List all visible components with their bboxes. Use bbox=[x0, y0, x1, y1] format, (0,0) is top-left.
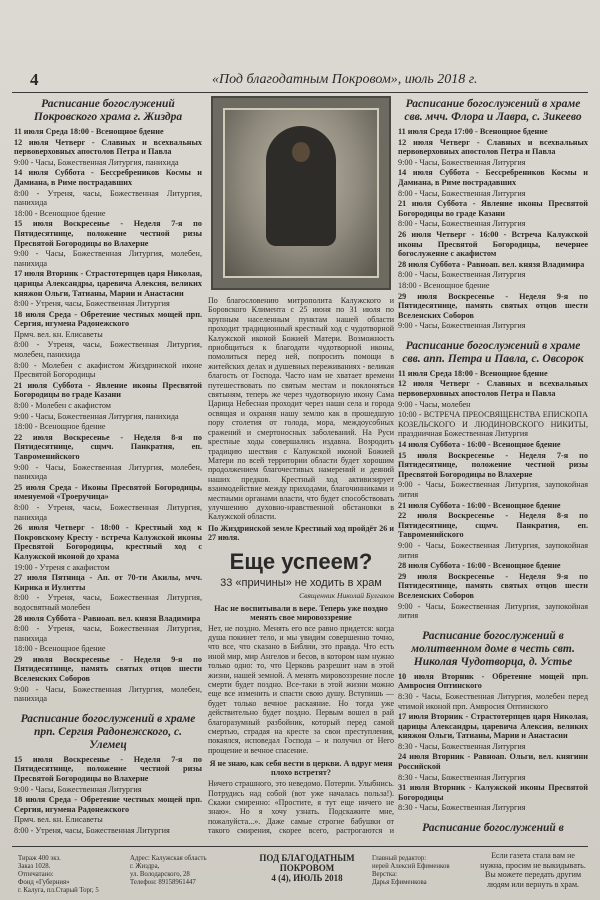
schedule-entry: 21 июля Суббота - Явление иконы Пресвятой Богородицы во граде Казани bbox=[14, 380, 202, 400]
schedule-entry: 9:00 - Часы, Божественная Литургия, панихида bbox=[14, 411, 179, 421]
schedule-entry: 26 июля Четверг - 18:00 - Крестный ход к Покровскому Кресту - встреча Калужской иконы Пресвятой Богородицы, крестный ход с Калужской иконой до храма bbox=[14, 523, 202, 561]
schedule-entry: 8:00 - Утреня, часы, Божественная Литургия bbox=[14, 826, 170, 835]
schedule-entry: 8:00 - Утреня, часы, Божественная Литургия, панихида bbox=[14, 624, 202, 643]
article-title: Еще успеем? bbox=[229, 548, 373, 574]
footer-print-info: Тираж 400 экз. Заказ 1028. Отпечатано: Фонд «Губерния» г. Калуга, пл.Старый Торг, 5 bbox=[18, 855, 99, 894]
schedule-entry: 8:30 - Часы, Божественная Литургия, молебен перед чтимой иконой прп. Амвросия Оптинского bbox=[398, 691, 588, 711]
schedule-entry: 31 июля Вторник - Калужской иконы Пресвятой Богородицы bbox=[398, 783, 588, 802]
schedule-entry: 9:00 - Часы, молебен bbox=[398, 399, 471, 409]
page-footer bbox=[12, 846, 588, 900]
schedule-entry: 18:00 - Всенощное бдение bbox=[14, 208, 106, 218]
schedule-zhizdra bbox=[14, 127, 202, 704]
section-title-ovsorok: Расписание богослужений в храме свв. апп. Петра и Павла, с. Овсорок bbox=[402, 339, 584, 365]
schedule-entry: 29 июля Воскресенье - Неделя 9-я по Пятидесятнице, память святых отцов шести Вселенских Соборов bbox=[14, 654, 202, 684]
schedule-entry: 8:00 - Часы, Божественная Литургия bbox=[398, 188, 526, 198]
schedule-entry: 18:00 - Всенощное бдение bbox=[14, 422, 106, 432]
schedule-entry: 17 июля Вторник - Страстотерпцев царя Николая, царицы Александры, царевича Алексия, великих княжон Ольги, Татианы, Марии и Анастасии bbox=[398, 712, 588, 741]
schedule-entry: 29 июля Воскресенье - Неделя 9-я по Пятидесятнице, память святых отцов шести Вселенских Соборов bbox=[398, 291, 588, 320]
schedule-entry: 8:00 - Часы, Божественная Литургия bbox=[398, 270, 526, 280]
middle-column bbox=[208, 96, 394, 836]
schedule-entry: 12 июля Четверг - Славных и всехвальных первоверховных апостолов Петра и Павла bbox=[14, 137, 202, 157]
schedule-entry: 21 июля Суббота - Явление иконы Пресвятой Богородицы во граде Казани bbox=[398, 199, 588, 218]
schedule-entry: 27 июля Пятница - Ап. от 70-ти Акилы, мчч. Кирика и Иулитты bbox=[14, 573, 202, 592]
schedule-entry: 8:00 - Молебен с акафистом Жиздринской иконе Пресвятой Богородицы bbox=[14, 360, 202, 380]
schedule-entry: 11 июля Среда 18:00 - Всенощное бдение bbox=[398, 368, 548, 378]
article-lead: Нас не воспитывали в вере. Теперь уже поздно менять свое мировоззрение bbox=[214, 603, 388, 622]
schedule-entry: Прмч. вел. кн. Елисаветы bbox=[14, 329, 103, 339]
schedule-entry: 26 июля Четверг - 16:00 - Встреча Калужской иконы Пресвятой Богородицы, вечернее богослужение с акафистом bbox=[398, 229, 588, 259]
schedule-entry: 10 июля Вторник - Обретение мощей прп. Амвросия Оптинского bbox=[398, 671, 588, 691]
footer-editors: Главный редактор: иерей Алексий Ефименков Верстка: Дарья Ефименкова bbox=[372, 855, 450, 886]
schedule-entry: 8:00 - Часы, Божественная Литургия bbox=[398, 219, 526, 229]
schedule-ulemets bbox=[14, 755, 202, 836]
schedule-entry: 9:00 - Часы, Божественная Литургия, заупокойная лития bbox=[398, 540, 588, 560]
schedule-entry: 14 июля Суббота - 16:00 - Всенощное бдение bbox=[398, 440, 561, 450]
article-body-2: Ничего страшного, это неведомо. Потерпи. Улыбнись. Потрудись над собой (вот уже началась польза!). Скажи смиренно: «Простите, я тут еще ничего не знаю». Но я хочу узнать. Подскажите мне, пожалуйста...». Даже самые строгие бабушки от такого смирения, скорее всего, растрогаются и bbox=[208, 779, 394, 836]
schedule-ovsorok bbox=[398, 369, 588, 621]
section-title-ulemets: Расписание богослужений в храме прп. Сергия Радонежского, с. Улемец bbox=[20, 712, 196, 751]
schedule-entry: 25 июля Среда - Иконы Пресвятой Богородицы, именуемой «Троеручица» bbox=[14, 482, 202, 502]
schedule-entry: 8:00 - Утреня, часы, Божественная Литургия bbox=[14, 299, 170, 309]
schedule-entry: 18 июля Среда - Обретение честных мощей прп. Сергия, игумена Радонежского bbox=[14, 309, 202, 329]
footer-address: Адрес: Калужская область г. Жиздра, ул. Володарского, 28 Телефон: 89158961447 bbox=[130, 855, 207, 886]
schedule-entry: 22 июля Воскресенье - Неделя 8-я по Пятидесятнице, сщмч. Панкратия, еп. Тавроменийского bbox=[398, 511, 588, 540]
schedule-entry: 15 июля Воскресенье - Неделя 7-я по Пятидесятнице, положение честной ризы Пресвятой Богородицы во Влахерне bbox=[398, 450, 588, 479]
footer-newspaper-name: ПОД БЛАГОДАТНЫМ ПОКРОВОМ 4 (4), ИЮЛЬ 2018 bbox=[259, 853, 355, 883]
schedule-entry: 15 июля Воскресенье - Неделя 7-я по Пятидесятнице, положение честной ризы Пресвятой Богородицы во Влахерне bbox=[14, 754, 202, 784]
right-column bbox=[398, 96, 588, 836]
article-subtitle: 33 «причины» не ходить в храм bbox=[220, 576, 382, 589]
article-author: Священник Николай Булгаков bbox=[299, 590, 394, 600]
schedule-entry: 21 июля Суббота - 16:00 - Всенощное бдение bbox=[398, 500, 561, 510]
schedule-entry: 8:30 - Часы, Божественная Литургия bbox=[398, 772, 526, 782]
page-number: 4 bbox=[30, 70, 39, 89]
schedule-entry: 9:00 - Часы, Божественная Литургия, заупокойная лития bbox=[398, 601, 588, 621]
schedule-entry: 24 июля Вторник - Равноап. Ольги, вел. княгини Российской bbox=[398, 752, 588, 772]
schedule-entry: 28 июля Суббота - 16:00 - Всенощное бдение bbox=[398, 561, 561, 571]
schedule-entry: 12 июля Четверг - Славных и всехвальных первоверховных апостолов Петра и Павла bbox=[398, 137, 588, 157]
schedule-entry: 8:00 - Утреня, часы, Божественная Литургия, водосвятный молебен bbox=[14, 593, 202, 612]
schedule-entry: 9:00 - Часы, Божественная Литургия bbox=[398, 321, 526, 331]
schedule-entry: 18:00 - Всенощное бдение bbox=[14, 644, 106, 654]
schedule-entry: 9:00 - Часы, Божественная Литургия, молебен, панихида bbox=[14, 249, 202, 268]
schedule-entry: 19:00 - Утреня с акафистом bbox=[14, 562, 110, 572]
section-title-ustye: Расписание богослужений в молитвенном доме в честь свт. Николая Чудотворца, д. Устье bbox=[411, 629, 575, 668]
schedule-entry: 28 июля Суббота - Равноап. вел. князя Владимира bbox=[398, 259, 585, 269]
schedule-entry: 9:00 - Часы, Божественная Литургия, заупокойная лития bbox=[398, 480, 588, 499]
section-title-ogor: Расписание богослужений в bbox=[422, 822, 564, 835]
schedule-entry: 17 июля Вторник - Страстотерпцев царя Николая, царицы Александры, царевича Алексия, великих княжон Ольги, Татианы, Марии и Анастасии bbox=[14, 269, 202, 298]
schedule-entry: 9:00 - Часы, Божественная Литургия bbox=[14, 784, 142, 794]
kaluga-icon-image bbox=[211, 96, 391, 290]
schedule-entry: 15 июля Воскресенье - Неделя 7-я по Пятидесятнице, положение честной ризы Пресвятой Богородицы во Влахерне bbox=[14, 219, 202, 248]
schedule-entry: 22 июля Воскресенье - Неделя 8-я по Пятидесятнице, сщмч. Панкратия, еп. Тавроменийского bbox=[14, 432, 202, 461]
schedule-entry: 8:30 - Часы, Божественная Литургия bbox=[398, 741, 526, 751]
schedule-entry: 10:00 - ВСТРЕЧА ПРЕОСВЯЩЕНСТВА ЕПИСКОПА КОЗЕЛЬСКОГО И ЛЮДИНОВСКОГО НИКИТЫ, праздничная Божественная Литургия bbox=[398, 410, 588, 439]
schedule-entry: 9:00 - Часы, Божественная Литургия, панихида bbox=[14, 157, 179, 167]
page-header bbox=[12, 70, 588, 93]
section-title-zikeevo: Расписание богослужений в храме свв. мчч. Флора и Лавра, с. Зикеево bbox=[404, 98, 582, 123]
schedule-entry: 9:00 - Часы, Божественная Литургия bbox=[398, 157, 526, 167]
procession-highlight: По Жиздринской земле Крестный ход пройдёт 26 и 27 июля. bbox=[208, 523, 394, 543]
schedule-entry: Прмч. вел. кн. Елисаветы bbox=[14, 815, 103, 825]
schedule-entry: 8:00 - Утреня, часы, Божественная Литургия, панихида bbox=[14, 502, 202, 522]
schedule-entry: 14 июля Суббота - Бессребреников Космы и Дамиана, в Риме пострадавших bbox=[14, 168, 202, 187]
schedule-entry: 8:00 - Утреня, часы, Божественная Литургия, молебен, панихида bbox=[14, 340, 202, 360]
schedule-entry: 8:30 - Часы, Божественная Литургия bbox=[398, 803, 526, 813]
schedule-entry: 18 июля Среда - Обретение честных мощей прп. Сергия, игумена Радонежского bbox=[14, 795, 202, 814]
article-inline-heading: Я не знаю, как себя вести в церкви. А вдруг меня плохо встретят? bbox=[209, 759, 393, 778]
schedule-entry: 11 июля Среда 18:00 - Всенощное бдение bbox=[14, 127, 164, 136]
procession-caption: По благословению митрополита Калужского и Боровского Климента с 25 июня по 31 июля по крупным населенным пунктам нашей области проходит традиционный крестный ход с чудотворной Калужской иконой Божией Матери. Возможность приобщиться к благодати чудотворной иконы, помолиться перед ней, попросить помощи в житейских делах и душевных переживаниях - великая благость от Господа. Часто нам не хватает времени путешествовать по святым местам и поклоняться святыням, теперь же через чудотворную икону Сама Царица Небесная проходит через наши села и города освящая и охраняя нашу землю как в прошедшую пору столетия от голода, мора, междоусобных сражений и смертоносных заболеваний. На Руси крестные ходы совершались издавна. Возродить традицию шествия с Калужской иконой Божией Матери по всей территории области будет хорошим продолжением благочестивых намерений и деяний наших предков. Крестный ход активизирует взаимодействие между приходами, благочинниками и местными органами власти, что будет способствовать улучшению духовно-нравственной обстановки в Калужской области. bbox=[208, 296, 394, 522]
schedule-entry: 9:00 - Часы, Божественная Литургия, молебен, панихида bbox=[14, 684, 202, 704]
schedule-entry: 8:00 - Утреня, часы, Божественная Литургия, панихида bbox=[14, 188, 202, 208]
schedule-entry: 14 июля Суббота - Бессребреников Космы и Дамиана, в Риме пострадавших bbox=[398, 168, 588, 187]
footer-request: Если газета стала вам не нужна, просим не выкидывать. Вы можете передать другим людям или вернуть в храм. bbox=[480, 851, 586, 889]
schedule-entry: 29 июля Воскресенье - Неделя 9-я по Пятидесятнице, память святых отцов шести Вселенских Соборов bbox=[398, 571, 588, 600]
schedule-ustye bbox=[398, 672, 588, 813]
schedule-entry: 12 июля Четверг - Славных и всехвальных первоверховных апостолов Петра и Павла bbox=[398, 379, 588, 399]
schedule-entry: 28 июля Суббота - Равноап. вел. князя Владимира bbox=[14, 613, 201, 623]
schedule-entry: 11 июля Среда 17:00 - Всенощное бдение bbox=[398, 127, 548, 136]
schedule-entry: 8:00 - Молебен с акафистом bbox=[14, 401, 111, 411]
schedule-entry: 9:00 - Часы, Божественная Литургия, молебен, панихида bbox=[14, 462, 202, 482]
schedule-zikeevo bbox=[398, 127, 588, 331]
newspaper-header-title: «Под благодатным Покровом», июль 2018 г. bbox=[212, 72, 478, 87]
article-body: Нет, не поздно. Менять его все равно придется: когда душа покинет тело, и мы увидим совершенно точно, что все, что сказано в Библии, это правда. Что есть иной мир, мир Ангелов и бесов, в котором нам нужно только одно: то, что Церковь разрешит нам в этой жизни, нашей земной. А менять мировоззрение после смерти будет поздно. Все-таки в этой жизни можно еще все изменить и спасти свою душу. Вступишь — будет только вечное раскаяние. Но тогда уже действительно будет поздно. Первым вошел в рай благоразумный разбойник, который перед самой смертью, страдая на кресте за свои преступления, покаялся, исповедал Господа – и получил от Него прощение и вечное спасение. bbox=[208, 623, 394, 755]
section-title-zhizdra: Расписание богослужений Покровского храма г. Жиздра bbox=[33, 98, 183, 123]
schedule-entry: 18:00 - Всенощное бдение bbox=[398, 280, 490, 290]
left-column bbox=[14, 96, 202, 836]
